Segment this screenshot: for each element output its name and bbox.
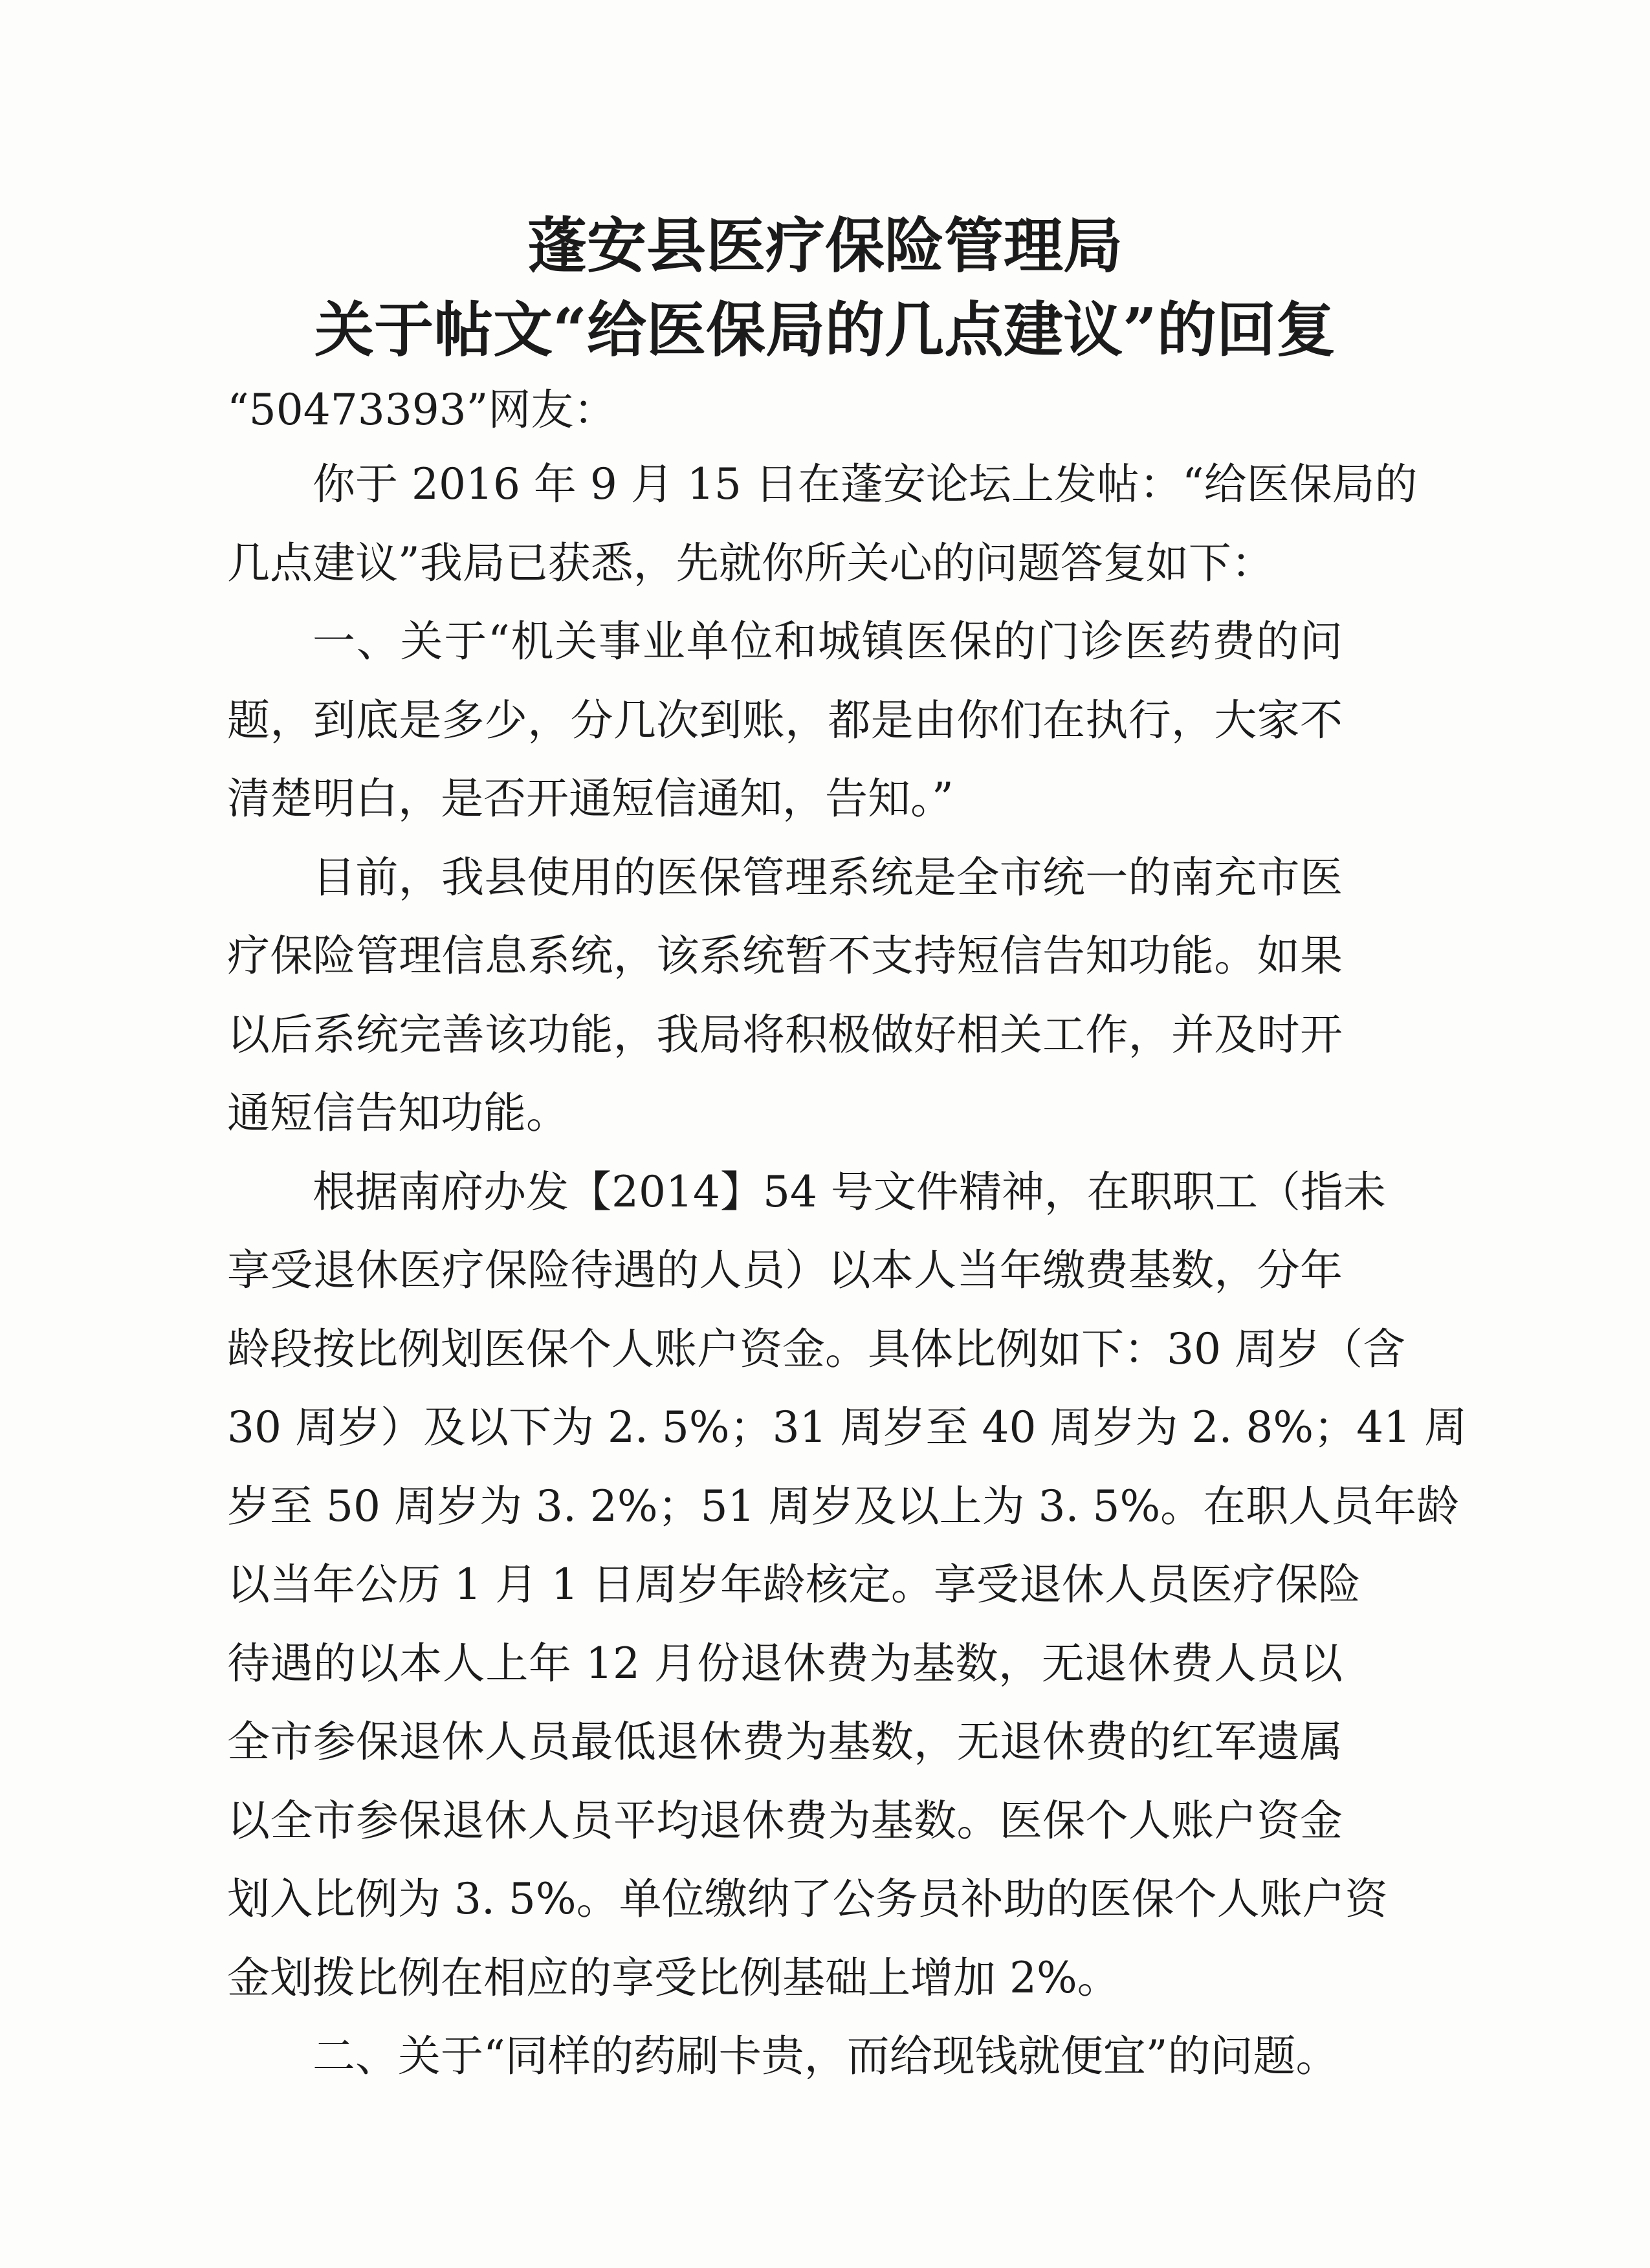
text-line: 题，到底是多少，分几次到账，都是由你们在执行，大家不 — [227, 695, 1343, 745]
text-line: 以当年公历 1 月 1 日周岁年龄核定。享受退休人员医疗保险 — [227, 1560, 1361, 1609]
text-line: 金划拨比例在相应的享受比例基础上增加 2%。 — [227, 1952, 1120, 2003]
text-line: 一、关于“机关事业单位和城镇医保的门诊医药费的问 — [313, 616, 1343, 666]
text-line: 你于 2016 年 9 月 15 日在蓬安论坛上发帖：“给医保局的 — [313, 459, 1418, 509]
text-line: 以后系统完善该功能，我局将积极做好相关工作，并及时开 — [227, 1009, 1343, 1060]
paragraph — [227, 1153, 1468, 2018]
text-line: 划入比例为 3. 5%。单位缴纳了公务员补助的医保个人账户资 — [227, 1874, 1388, 1924]
text-line: 疗保险管理信息系统，该系统暂不支持短信告知功能。如果 — [227, 931, 1343, 981]
text-line: 待遇的以本人上年 12 月份退休费为基数，无退休费人员以 — [227, 1638, 1343, 1688]
text-line: 几点建议”我局已获悉，先就你所关心的问题答复如下： — [227, 538, 1274, 588]
paragraph — [227, 838, 1343, 1153]
text-line: 全市参保退休人员最低退休费为基数，无退休费的红军遗属 — [227, 1717, 1343, 1767]
text-line: 通短信告知功能。 — [227, 1088, 569, 1138]
paragraph — [227, 2017, 1343, 2096]
text-line: 根据南府办发【2014】54 号文件精神，在职职工（指未 — [313, 1166, 1386, 1217]
text-line: 二、关于“同样的药刷卡贵，而给现钱就便宜”的问题。 — [313, 2031, 1339, 2081]
text-line: 岁至 50 周岁为 3. 2%；51 周岁及以上为 3. 5%。在职人员年龄 — [227, 1481, 1460, 1531]
text-line: 龄段按比例划医保个人账户资金。具体比例如下：30 周岁（含 — [227, 1324, 1405, 1374]
text-line: 清楚明白，是否开通短信通知，告知。” — [227, 774, 954, 823]
document-subtitle: 关于帖文“给医保局的几点建议”的回复 — [314, 295, 1336, 365]
text-line: 30 周岁）及以下为 2. 5%；31 周岁至 40 周岁为 2. 8%；41 周 — [227, 1402, 1468, 1452]
document-body — [227, 445, 1468, 2096]
document-title: 蓬安县医疗保险管理局 — [527, 211, 1123, 281]
salutation: “50473393”网友： — [227, 385, 617, 435]
text-line: 目前，我县使用的医保管理系统是全市统一的南充市医 — [313, 852, 1343, 902]
text-line: 以全市参保退休人员平均退休费为基数。医保个人账户资金 — [227, 1795, 1343, 1846]
text-line: 享受退休医疗保险待遇的人员）以本人当年缴费基数，分年 — [227, 1245, 1343, 1295]
paragraph — [227, 602, 1343, 838]
paragraph — [227, 445, 1418, 602]
